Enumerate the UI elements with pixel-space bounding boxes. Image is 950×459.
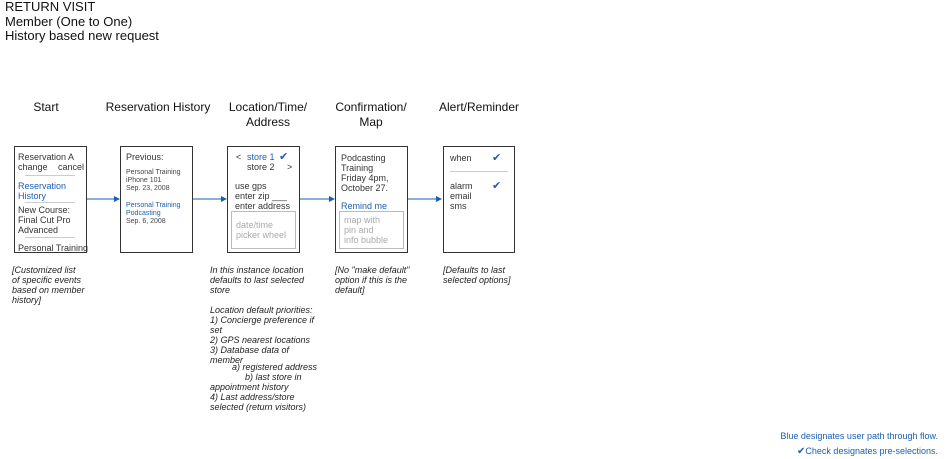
history-entry-line-3: Sep. 23, 2008: [126, 185, 170, 192]
legend-check-label: Check designates pre-selections.: [805, 446, 938, 456]
confirmation-note: [No "make default" option if this is the default]: [335, 265, 410, 295]
new-course-line-2: Final Cut Pro: [18, 215, 71, 225]
reservation-label: Reservation A: [18, 152, 75, 162]
heading-line-2: Member (One to One): [5, 13, 133, 29]
alert-note: [Defaults to last selected options]: [443, 265, 511, 285]
divider: [25, 175, 75, 176]
previous-label: Previous:: [126, 152, 164, 162]
location-note-sub-b: b) last store in: [245, 372, 302, 382]
prev-arrow[interactable]: <: [236, 152, 242, 162]
reservation-history-link[interactable]: [18, 181, 66, 201]
history-entry-line-2: iPhone 101: [126, 177, 162, 184]
picker-label-line-2: picker wheel: [236, 230, 287, 240]
divider: [25, 202, 75, 203]
change-link[interactable]: change: [18, 162, 48, 172]
confirmation-line-4: October 27.: [341, 183, 389, 193]
divider: [450, 171, 508, 172]
divider: [25, 237, 75, 238]
location-screen: [227, 146, 300, 253]
heading-line-1: RETURN VISIT: [5, 0, 96, 14]
stage-title-history: Reservation History: [105, 100, 211, 114]
picker-label-line-1: date/time: [236, 220, 274, 230]
confirmation-line-1: Podcasting: [341, 153, 386, 163]
stage-title-location-line-1: Location/Time/: [228, 100, 308, 114]
reservation-history-link-line-1: Reservation: [18, 181, 67, 191]
history-entry-line-3: Sep. 6, 2008: [126, 218, 166, 225]
start-screen: [14, 146, 87, 253]
checkmark-icon: ✔: [797, 446, 806, 457]
stage-title-alert: Alert/Reminder: [438, 100, 520, 114]
stage-title-start: Start: [33, 100, 59, 114]
stage-title-confirmation-line-2: Map: [359, 115, 383, 129]
history-screen: [120, 146, 193, 253]
confirmation-line-3: Friday 4pm,: [341, 173, 389, 183]
store-1-option[interactable]: store 1: [247, 152, 275, 162]
map-label: [344, 215, 388, 245]
location-note-priorities: Location default priorities: 1) Concierge preference if set 2) GPS nearest locations 3) Database data of member: [210, 305, 315, 365]
history-entry-line-2: Podcasting: [126, 210, 161, 217]
new-course-line-1: New Course:: [18, 205, 71, 215]
location-note-sub-a: a) registered address: [232, 362, 318, 372]
confirmation-details: [341, 153, 389, 193]
legend-blue: Blue designates user path through flow.: [780, 431, 938, 441]
when-option[interactable]: when: [450, 153, 472, 163]
reservation-history-link-line-2: History: [18, 191, 47, 201]
heading-line-3: History based new request: [5, 28, 159, 43]
stage-title-location-line-2: Address: [245, 115, 291, 129]
stage-title-confirmation-line-1: Confirmation/: [335, 100, 407, 114]
checkmark-icon: ✔: [279, 151, 289, 163]
history-entry-line-1: Personal Training: [126, 202, 181, 209]
map-label-line-1: map with: [344, 215, 381, 225]
history-entry-line-1: Personal Training: [126, 169, 181, 176]
legend-check: [797, 446, 938, 457]
personal-training-item[interactable]: Personal Training: [18, 243, 89, 253]
checkmark-icon: ✔: [492, 180, 502, 192]
next-arrow[interactable]: >: [287, 162, 293, 172]
store-2-option[interactable]: store 2: [247, 162, 275, 172]
date-time-picker[interactable]: [231, 211, 296, 249]
cancel-link[interactable]: cancel: [58, 162, 85, 172]
checkmark-icon: ✔: [492, 152, 502, 164]
history-entry[interactable]: [126, 169, 180, 193]
map-placeholder[interactable]: [339, 211, 404, 249]
alarm-option[interactable]: alarm: [450, 181, 473, 191]
alert-screen: [443, 146, 515, 253]
history-entry-selected[interactable]: [126, 202, 180, 226]
map-label-line-2: pin and: [344, 225, 374, 235]
new-course-line-3: Advanced: [18, 225, 59, 235]
picker-label: [236, 220, 286, 240]
enter-zip-field[interactable]: enter zip ___: [235, 191, 288, 201]
new-course-item[interactable]: [18, 205, 71, 235]
remind-me-button[interactable]: Remind me: [341, 201, 388, 211]
email-option[interactable]: email: [450, 191, 472, 201]
confirmation-screen: [335, 146, 408, 253]
enter-address-field[interactable]: enter address: [235, 201, 291, 211]
sms-option[interactable]: sms: [450, 201, 467, 211]
location-options: [235, 181, 290, 211]
start-note: [Customized list of specific events based on member history]: [12, 265, 85, 305]
location-note-rest: appointment history 4) Last address/store selected (return visitors): [210, 382, 307, 412]
map-label-line-3: info bubble: [344, 235, 389, 245]
use-gps-option[interactable]: use gps: [235, 181, 267, 191]
confirmation-line-2: Training: [341, 163, 374, 173]
location-note-intro: In this instance location defaults to last selected store: [210, 265, 305, 295]
